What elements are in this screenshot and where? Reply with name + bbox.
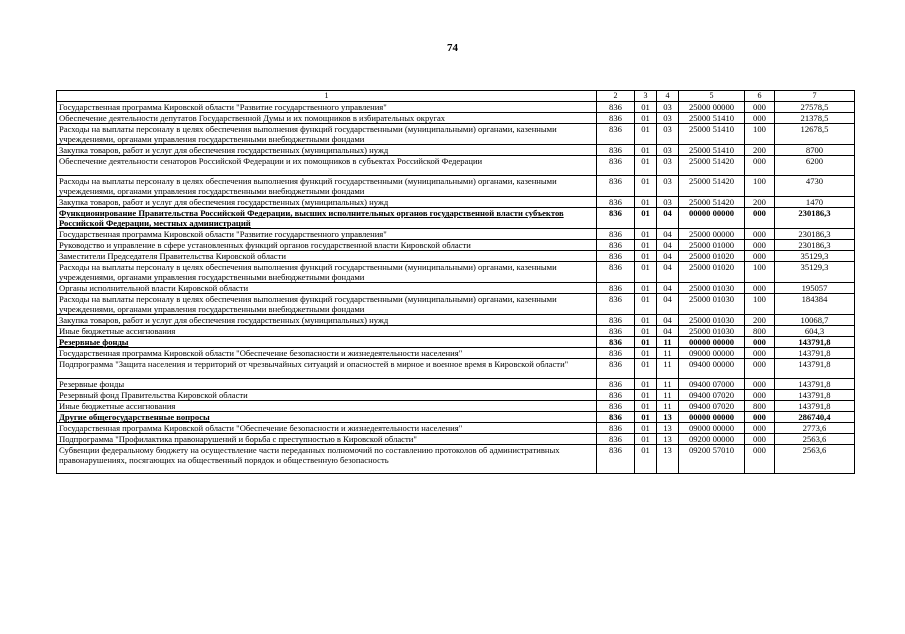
header-cell: 3 [635,91,657,102]
amount-cell: 230186,3 [775,240,855,251]
expense-type-code-cell: 000 [745,113,775,124]
amount-cell: 286740,4 [775,412,855,423]
ministry-code-cell: 836 [597,348,635,359]
expense-type-code-cell: 000 [745,208,775,229]
ministry-code-cell: 836 [597,251,635,262]
table-row [57,145,855,156]
target-article-code-cell: 25000 01000 [679,240,745,251]
subsection-code-cell: 04 [657,208,679,229]
item-name-cell: Органы исполнительной власти Кировской области [57,283,597,294]
subsection-code-cell: 03 [657,197,679,208]
section-code-cell: 01 [635,229,657,240]
expense-type-code-cell: 000 [745,445,775,474]
amount-cell: 143791,8 [775,379,855,390]
amount-cell: 6200 [775,156,855,176]
expense-type-code-cell: 000 [745,348,775,359]
table-row [57,251,855,262]
item-name-cell: Субвенции федеральному бюджету на осуществление части переданных полномочий по составлению протоколов об административных правонарушениях, посягающих на общественный порядок и общественную безопасность [57,445,597,474]
header-cell: 5 [679,91,745,102]
target-article-code-cell: 00000 00000 [679,337,745,348]
target-article-code-cell: 25000 51420 [679,197,745,208]
amount-cell: 230186,3 [775,229,855,240]
page-number: 74 [447,42,458,54]
target-article-code-cell: 25000 00000 [679,229,745,240]
amount-cell: 27578,5 [775,102,855,113]
table-row [57,412,855,423]
ministry-code-cell: 836 [597,240,635,251]
expense-type-code-cell: 000 [745,229,775,240]
ministry-code-cell: 836 [597,176,635,197]
ministry-code-cell: 836 [597,124,635,145]
section-code-cell: 01 [635,401,657,412]
item-name-cell: Резервные фонды [57,379,597,390]
subsection-code-cell: 04 [657,262,679,283]
amount-cell: 4730 [775,176,855,197]
item-name-cell: Обеспечение деятельности сенаторов Российской Федерации и их помощников в субъектах Российской Федерации [57,156,597,176]
ministry-code-cell: 836 [597,423,635,434]
subsection-code-cell: 11 [657,359,679,379]
item-name-cell: Обеспечение деятельности депутатов Государственной Думы и их помощников в избирательных округах [57,113,597,124]
ministry-code-cell: 836 [597,390,635,401]
subsection-code-cell: 11 [657,337,679,348]
expense-type-code-cell: 100 [745,176,775,197]
expense-type-code-cell: 000 [745,337,775,348]
ministry-code-cell: 836 [597,102,635,113]
amount-cell: 2563,6 [775,445,855,474]
expense-type-code-cell: 000 [745,379,775,390]
amount-cell: 230186,3 [775,208,855,229]
item-name-cell: Закупка товаров, работ и услуг для обеспечения государственных (муниципальных) нужд [57,315,597,326]
amount-cell: 143791,8 [775,390,855,401]
item-name-cell: Государственная программа Кировской области "Развитие государственного управления" [57,229,597,240]
target-article-code-cell: 09000 00000 [679,423,745,434]
subsection-code-cell: 04 [657,283,679,294]
expense-type-code-cell: 000 [745,434,775,445]
table-row [57,315,855,326]
subsection-code-cell: 03 [657,156,679,176]
expense-type-code-cell: 000 [745,156,775,176]
subsection-code-cell: 04 [657,294,679,315]
section-code-cell: 01 [635,176,657,197]
item-name-cell: Резервные фонды [57,337,597,348]
header-cell: 4 [657,91,679,102]
subsection-code-cell: 04 [657,326,679,337]
amount-cell: 2563,6 [775,434,855,445]
subsection-code-cell: 13 [657,423,679,434]
ministry-code-cell: 836 [597,145,635,156]
table-row [57,390,855,401]
header-cell: 7 [775,91,855,102]
subsection-code-cell: 04 [657,251,679,262]
subsection-code-cell: 11 [657,390,679,401]
table-row [57,262,855,283]
expense-type-code-cell: 200 [745,315,775,326]
item-name-cell: Резервный фонд Правительства Кировской области [57,390,597,401]
amount-cell: 1470 [775,197,855,208]
subsection-code-cell: 03 [657,102,679,113]
amount-cell: 35129,3 [775,262,855,283]
section-code-cell: 01 [635,208,657,229]
table-row [57,348,855,359]
section-code-cell: 01 [635,315,657,326]
table-row [57,337,855,348]
target-article-code-cell: 09400 07000 [679,379,745,390]
ministry-code-cell: 836 [597,156,635,176]
table-row [57,208,855,229]
subsection-code-cell: 11 [657,401,679,412]
table-row [57,229,855,240]
subsection-code-cell: 03 [657,113,679,124]
expense-type-code-cell: 100 [745,262,775,283]
subsection-code-cell: 03 [657,145,679,156]
section-code-cell: 01 [635,412,657,423]
subsection-code-cell: 04 [657,229,679,240]
subsection-code-cell: 11 [657,348,679,359]
item-name-cell: Закупка товаров, работ и услуг для обеспечения государственных (муниципальных) нужд [57,197,597,208]
subsection-code-cell: 04 [657,315,679,326]
amount-cell: 604,3 [775,326,855,337]
section-code-cell: 01 [635,337,657,348]
item-name-cell: Подпрограмма "Профилактика правонарушений и борьба с преступностью в Кировской области" [57,434,597,445]
item-name-cell: Функционирование Правительства Российской Федерации, высших исполнительных органов государственной власти субъектов Российской Федерации, местных администраций [57,208,597,229]
item-name-cell: Закупка товаров, работ и услуг для обеспечения государственных (муниципальных) нужд [57,145,597,156]
header-cell: 1 [57,91,597,102]
table-row [57,326,855,337]
item-name-cell: Государственная программа Кировской области "Обеспечение безопасности и жизнедеятельности населения" [57,348,597,359]
section-code-cell: 01 [635,390,657,401]
header-cell: 6 [745,91,775,102]
expense-type-code-cell: 000 [745,359,775,379]
target-article-code-cell: 00000 00000 [679,208,745,229]
amount-cell: 10068,7 [775,315,855,326]
target-article-code-cell: 25000 51410 [679,145,745,156]
expense-type-code-cell: 100 [745,124,775,145]
table-row [57,434,855,445]
target-article-code-cell: 00000 00000 [679,412,745,423]
expense-type-code-cell: 800 [745,326,775,337]
section-code-cell: 01 [635,283,657,294]
target-article-code-cell: 09200 57010 [679,445,745,474]
amount-cell: 12678,5 [775,124,855,145]
target-article-code-cell: 25000 01030 [679,283,745,294]
table-row [57,283,855,294]
subsection-code-cell: 13 [657,445,679,474]
section-code-cell: 01 [635,102,657,113]
ministry-code-cell: 836 [597,229,635,240]
item-name-cell: Государственная программа Кировской области "Развитие государственного управления" [57,102,597,113]
item-name-cell: Подпрограмма "Защита населения и территорий от чрезвычайных ситуаций и опасностей в мирное и военное время в Кировской области" [57,359,597,379]
ministry-code-cell: 836 [597,294,635,315]
ministry-code-cell: 836 [597,197,635,208]
item-name-cell: Государственная программа Кировской области "Обеспечение безопасности и жизнедеятельности населения" [57,423,597,434]
target-article-code-cell: 25000 51420 [679,156,745,176]
amount-cell: 143791,8 [775,337,855,348]
target-article-code-cell: 09200 00000 [679,434,745,445]
target-article-code-cell: 25000 01030 [679,315,745,326]
table-row [57,156,855,176]
ministry-code-cell: 836 [597,401,635,412]
ministry-code-cell: 836 [597,283,635,294]
table-row [57,197,855,208]
amount-cell: 2773,6 [775,423,855,434]
ministry-code-cell: 836 [597,326,635,337]
section-code-cell: 01 [635,145,657,156]
item-name-cell: Расходы на выплаты персоналу в целях обеспечения выполнения функций государственными (муниципальными) органами, казенными учреждениями, органами управления государственными внебюджетными фондами [57,294,597,315]
ministry-code-cell: 836 [597,315,635,326]
section-code-cell: 01 [635,240,657,251]
expense-type-code-cell: 100 [745,294,775,315]
section-code-cell: 01 [635,359,657,379]
section-code-cell: 01 [635,124,657,145]
table-row [57,423,855,434]
target-article-code-cell: 25000 51410 [679,124,745,145]
item-name-cell: Расходы на выплаты персоналу в целях обеспечения выполнения функций государственными (муниципальными) органами, казенными учреждениями, органами управления государственными внебюджетными фондами [57,262,597,283]
subsection-code-cell: 11 [657,379,679,390]
target-article-code-cell: 25000 01020 [679,262,745,283]
target-article-code-cell: 25000 01020 [679,251,745,262]
item-name-cell: Заместители Председателя Правительства Кировской области [57,251,597,262]
table-row [57,113,855,124]
ministry-code-cell: 836 [597,208,635,229]
subsection-code-cell: 13 [657,434,679,445]
target-article-code-cell: 25000 01030 [679,326,745,337]
amount-cell: 8700 [775,145,855,156]
amount-cell: 21378,5 [775,113,855,124]
section-code-cell: 01 [635,434,657,445]
section-code-cell: 01 [635,197,657,208]
section-code-cell: 01 [635,348,657,359]
target-article-code-cell: 09400 00000 [679,359,745,379]
ministry-code-cell: 836 [597,434,635,445]
expense-type-code-cell: 000 [745,412,775,423]
target-article-code-cell: 09400 07020 [679,390,745,401]
amount-cell: 143791,8 [775,401,855,412]
amount-cell: 195057 [775,283,855,294]
header-row [57,91,855,102]
section-code-cell: 01 [635,113,657,124]
item-name-cell: Расходы на выплаты персоналу в целях обеспечения выполнения функций государственными (муниципальными) органами, казенными учреждениями, органами управления государственными внебюджетными фондами [57,124,597,145]
header-cell: 2 [597,91,635,102]
section-code-cell: 01 [635,423,657,434]
item-name-cell: Иные бюджетные ассигнования [57,326,597,337]
budget-table [56,90,855,474]
expense-type-code-cell: 200 [745,145,775,156]
expense-type-code-cell: 800 [745,401,775,412]
target-article-code-cell: 25000 51420 [679,176,745,197]
ministry-code-cell: 836 [597,445,635,474]
amount-cell: 143791,8 [775,348,855,359]
expense-type-code-cell: 000 [745,240,775,251]
table-row [57,359,855,379]
item-name-cell: Другие общегосударственные вопросы [57,412,597,423]
ministry-code-cell: 836 [597,379,635,390]
target-article-code-cell: 09000 00000 [679,348,745,359]
expense-type-code-cell: 000 [745,423,775,434]
section-code-cell: 01 [635,445,657,474]
ministry-code-cell: 836 [597,113,635,124]
expense-type-code-cell: 000 [745,251,775,262]
ministry-code-cell: 836 [597,262,635,283]
table-row [57,240,855,251]
expense-type-code-cell: 000 [745,283,775,294]
target-article-code-cell: 25000 00000 [679,102,745,113]
amount-cell: 184384 [775,294,855,315]
subsection-code-cell: 13 [657,412,679,423]
ministry-code-cell: 836 [597,412,635,423]
section-code-cell: 01 [635,251,657,262]
item-name-cell: Расходы на выплаты персоналу в целях обеспечения выполнения функций государственными (муниципальными) органами, казенными учреждениями, органами управления государственными внебюджетными фондами [57,176,597,197]
section-code-cell: 01 [635,379,657,390]
table-row [57,445,855,474]
subsection-code-cell: 04 [657,240,679,251]
table-row [57,176,855,197]
section-code-cell: 01 [635,262,657,283]
target-article-code-cell: 25000 01030 [679,294,745,315]
target-article-code-cell: 09400 07020 [679,401,745,412]
expense-type-code-cell: 000 [745,102,775,113]
item-name-cell: Иные бюджетные ассигнования [57,401,597,412]
expense-type-code-cell: 000 [745,390,775,401]
amount-cell: 35129,3 [775,251,855,262]
ministry-code-cell: 836 [597,337,635,348]
subsection-code-cell: 03 [657,124,679,145]
table-row [57,401,855,412]
ministry-code-cell: 836 [597,359,635,379]
amount-cell: 143791,8 [775,359,855,379]
section-code-cell: 01 [635,156,657,176]
expense-type-code-cell: 200 [745,197,775,208]
subsection-code-cell: 03 [657,176,679,197]
section-code-cell: 01 [635,294,657,315]
section-code-cell: 01 [635,326,657,337]
table-row [57,124,855,145]
table-row [57,102,855,113]
table-row [57,294,855,315]
item-name-cell: Руководство и управление в сфере установленных функций органов государственной власти Кировской области [57,240,597,251]
target-article-code-cell: 25000 51410 [679,113,745,124]
table-row [57,379,855,390]
